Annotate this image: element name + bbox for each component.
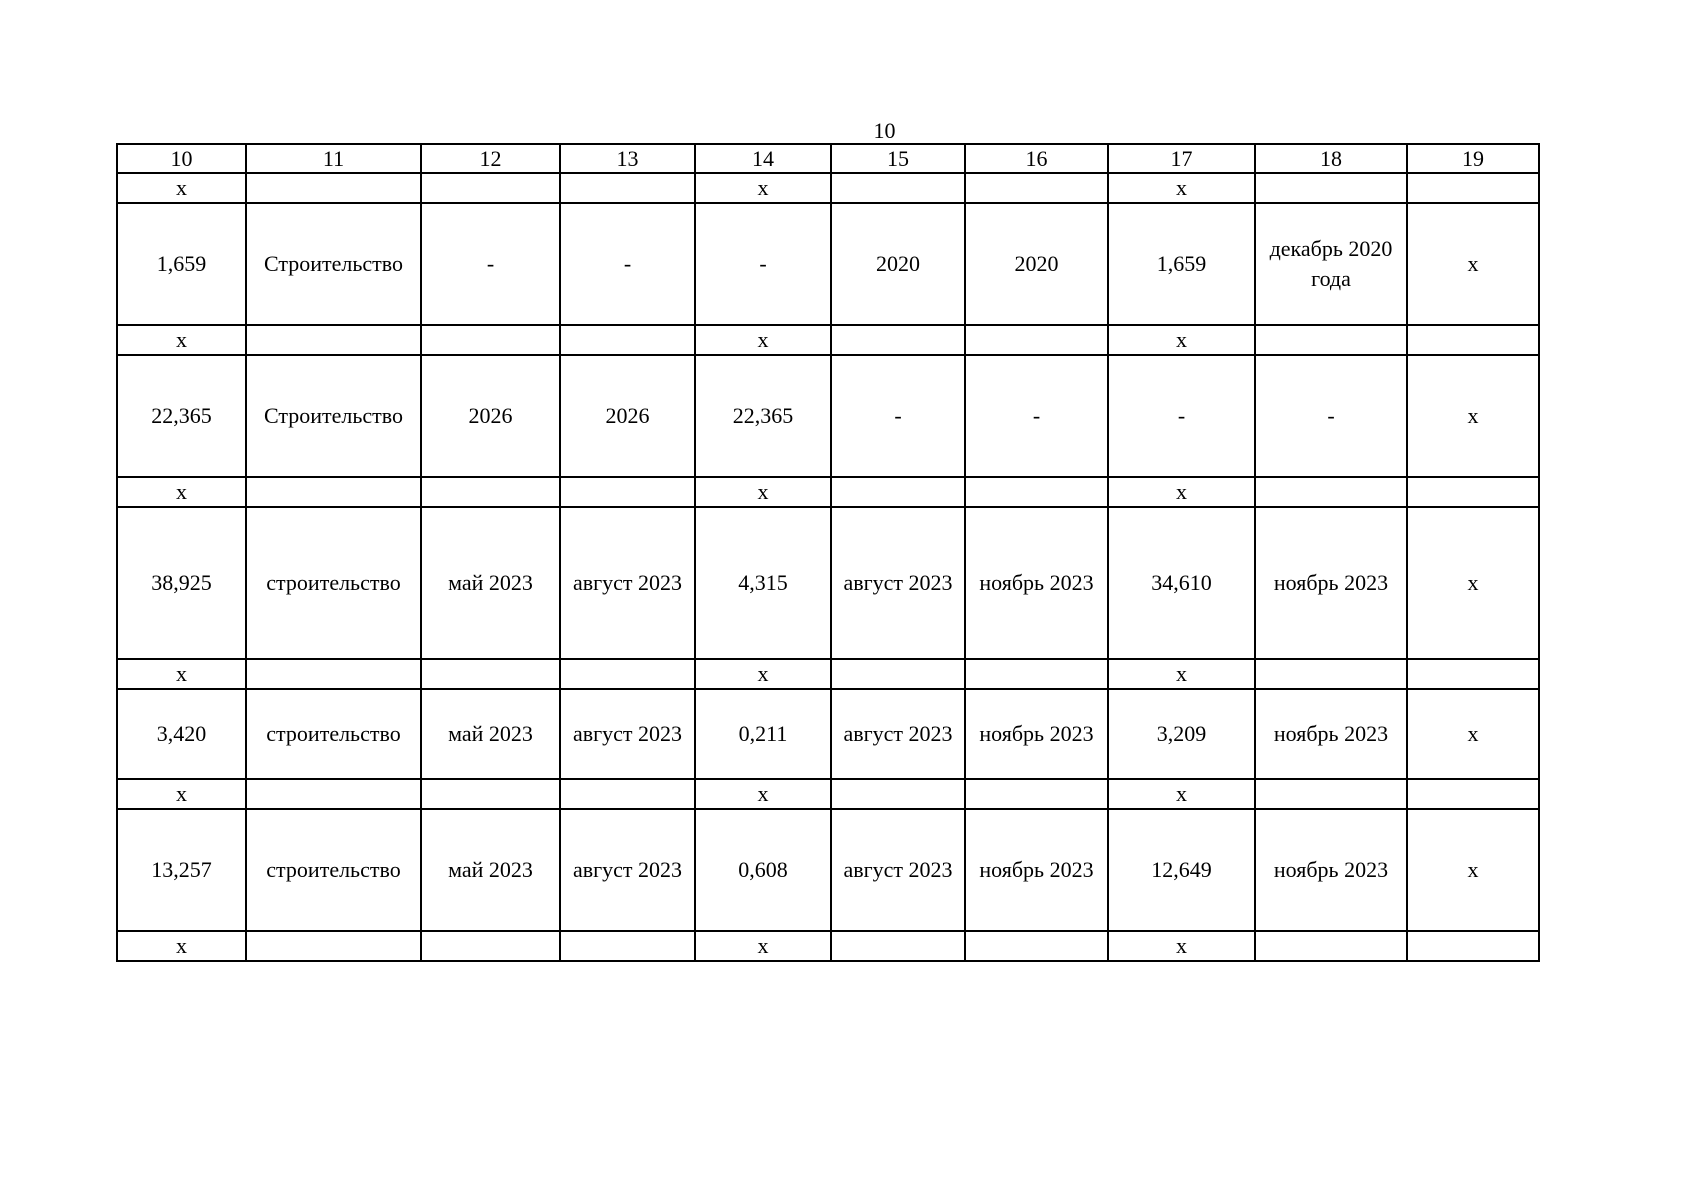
- column-number-cell: 10: [117, 144, 246, 173]
- table-row: [117, 689, 1539, 779]
- column-number-cell: 19: [1407, 144, 1539, 173]
- table-cell: [246, 325, 421, 355]
- table-cell: x: [695, 477, 831, 507]
- column-number-cell: 14: [695, 144, 831, 173]
- table-cell: август 2023: [560, 689, 695, 779]
- table-row: [117, 203, 1539, 325]
- table-cell: [831, 173, 965, 203]
- table-cell: 3,209: [1108, 689, 1255, 779]
- table-cell: x: [117, 325, 246, 355]
- table-cell: ноябрь 2023: [965, 507, 1108, 659]
- table-cell: 2020: [831, 203, 965, 325]
- table-cell: x: [1407, 203, 1539, 325]
- table-cell: [560, 173, 695, 203]
- table-cell: [831, 659, 965, 689]
- table-cell: [1255, 779, 1407, 809]
- table-cell: август 2023: [831, 507, 965, 659]
- table-cell: строительство: [246, 689, 421, 779]
- table-cell: [965, 477, 1108, 507]
- table-cell: 13,257: [117, 809, 246, 931]
- column-number-cell: 12: [421, 144, 560, 173]
- table-cell: x: [1407, 689, 1539, 779]
- table-cell: 38,925: [117, 507, 246, 659]
- table-cell: [560, 779, 695, 809]
- table-cell: 34,610: [1108, 507, 1255, 659]
- table-row-marker: [117, 659, 1539, 689]
- table-cell: ноябрь 2023: [1255, 507, 1407, 659]
- table-cell: [246, 779, 421, 809]
- table-cell: x: [1407, 809, 1539, 931]
- table-cell: -: [831, 355, 965, 477]
- table-cell: -: [421, 203, 560, 325]
- table-cell: 3,420: [117, 689, 246, 779]
- table-cell: 2026: [560, 355, 695, 477]
- table-cell: x: [1108, 931, 1255, 961]
- table-cell: [560, 659, 695, 689]
- page-number: 10: [873, 118, 896, 143]
- table-cell: ноябрь 2023: [965, 689, 1108, 779]
- table-row: [117, 507, 1539, 659]
- table-cell: 0,608: [695, 809, 831, 931]
- table-row: [117, 355, 1539, 477]
- table-row-marker: [117, 173, 1539, 203]
- table-cell: [421, 931, 560, 961]
- table-cell: [246, 659, 421, 689]
- table-cell: x: [695, 931, 831, 961]
- table-cell: ноябрь 2023: [1255, 809, 1407, 931]
- column-number-cell: 13: [560, 144, 695, 173]
- table-cell: x: [1407, 507, 1539, 659]
- table-cell: 0,211: [695, 689, 831, 779]
- table-cell: август 2023: [560, 809, 695, 931]
- table-cell: [246, 477, 421, 507]
- table-cell: строительство: [246, 507, 421, 659]
- table-cell: [831, 931, 965, 961]
- table-cell: август 2023: [560, 507, 695, 659]
- table-row-marker: [117, 931, 1539, 961]
- table-cell: май 2023: [421, 507, 560, 659]
- table-cell: [965, 173, 1108, 203]
- table-cell: [560, 477, 695, 507]
- table-cell: 2026: [421, 355, 560, 477]
- table-cell: x: [117, 779, 246, 809]
- table-cell: Строительство: [246, 203, 421, 325]
- table-cell: [1407, 931, 1539, 961]
- table-cell: x: [1108, 173, 1255, 203]
- table-cell: 22,365: [695, 355, 831, 477]
- table-cell: 1,659: [117, 203, 246, 325]
- table-cell: 22,365: [117, 355, 246, 477]
- table-cell: [1255, 931, 1407, 961]
- table-cell: [965, 779, 1108, 809]
- table-cell: [246, 173, 421, 203]
- table-cell: [421, 477, 560, 507]
- table-cell: май 2023: [421, 809, 560, 931]
- table-cell: Строительство: [246, 355, 421, 477]
- table-cell: [831, 477, 965, 507]
- table-cell: 1,659: [1108, 203, 1255, 325]
- table-cell: -: [695, 203, 831, 325]
- table-header-row: [117, 144, 1539, 173]
- table-cell: [1255, 477, 1407, 507]
- table-cell: [831, 325, 965, 355]
- column-number-cell: 15: [831, 144, 965, 173]
- table-cell: x: [695, 325, 831, 355]
- table-cell: -: [1255, 355, 1407, 477]
- table-cell: август 2023: [831, 809, 965, 931]
- table-cell: август 2023: [831, 689, 965, 779]
- table-cell: x: [1108, 477, 1255, 507]
- table-cell: x: [695, 659, 831, 689]
- table-cell: [965, 659, 1108, 689]
- table-cell: x: [117, 173, 246, 203]
- table-cell: [421, 779, 560, 809]
- table-cell: [1407, 779, 1539, 809]
- data-table: [116, 143, 1540, 962]
- table-cell: [560, 931, 695, 961]
- table-cell: [965, 325, 1108, 355]
- table-cell: [1407, 325, 1539, 355]
- table-cell: 4,315: [695, 507, 831, 659]
- table-cell: [831, 779, 965, 809]
- column-number-cell: 18: [1255, 144, 1407, 173]
- table-cell: 2020: [965, 203, 1108, 325]
- table-cell: [965, 931, 1108, 961]
- table-cell: x: [117, 477, 246, 507]
- table-cell: x: [695, 779, 831, 809]
- table-cell: [1255, 325, 1407, 355]
- table-body: [117, 144, 1539, 961]
- table-cell: [1407, 477, 1539, 507]
- table-row-marker: [117, 477, 1539, 507]
- table-cell: май 2023: [421, 689, 560, 779]
- table-cell: x: [1108, 659, 1255, 689]
- table-cell: [421, 173, 560, 203]
- table-cell: [421, 325, 560, 355]
- table-cell: [1255, 173, 1407, 203]
- column-number-cell: 16: [965, 144, 1108, 173]
- table-cell: [1255, 659, 1407, 689]
- table-row-marker: [117, 779, 1539, 809]
- table-cell: ноябрь 2023: [965, 809, 1108, 931]
- table-cell: x: [117, 659, 246, 689]
- table-cell: x: [695, 173, 831, 203]
- table-cell: x: [117, 931, 246, 961]
- table-cell: строительство: [246, 809, 421, 931]
- table-row-marker: [117, 325, 1539, 355]
- column-number-cell: 17: [1108, 144, 1255, 173]
- table-cell: -: [1108, 355, 1255, 477]
- table-row: [117, 809, 1539, 931]
- table-cell: [1407, 173, 1539, 203]
- table-cell: 12,649: [1108, 809, 1255, 931]
- table-cell: x: [1407, 355, 1539, 477]
- table-cell: [246, 931, 421, 961]
- table-cell: ноябрь 2023: [1255, 689, 1407, 779]
- column-number-cell: 11: [246, 144, 421, 173]
- table-cell: -: [965, 355, 1108, 477]
- table-cell: [560, 325, 695, 355]
- table-cell: [421, 659, 560, 689]
- table-cell: x: [1108, 325, 1255, 355]
- table-cell: -: [560, 203, 695, 325]
- table-cell: x: [1108, 779, 1255, 809]
- table-cell: декабрь 2020 года: [1255, 203, 1407, 325]
- table-cell: [1407, 659, 1539, 689]
